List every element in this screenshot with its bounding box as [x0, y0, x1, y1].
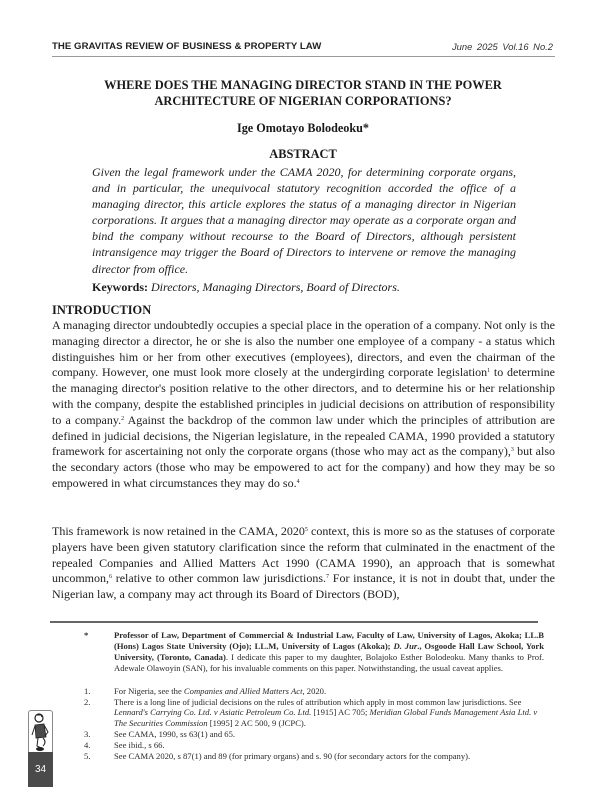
para1-text: Against the backdrop of the common law under which the principles of attribution are defined in judicial decisions, the Nigerian legislature, in the repealed CAMA, 1990 provided a statutory framework for ascertaining not only the corporate organs (those who may act as the company), [52, 412, 555, 459]
abstract-heading: ABSTRACT [269, 147, 337, 161]
para2-text: context, this is more so as the statuses of corporate players have been given statutory clarification since the reform that culminated in the enactment of the repealed Companies and Allied Matters Act 1990 (CAMA 1990), an approach that is somewhat uncommon, [52, 524, 555, 586]
footnote-citation: Lennard's Carrying Co. Ltd. v Asiatic Petroleum Co. Ltd. [114, 707, 312, 718]
footnote-number: 3. [84, 729, 91, 740]
article-title: WHERE DOES THE MANAGING DIRECTOR STAND IN THE POWER ARCHITECTURE OF NIGERIAN CORPORATIONS? [104, 78, 502, 108]
footnote-ref-6[interactable]: 6 [109, 574, 112, 581]
footnote-text: For Nigeria, see the [114, 685, 184, 696]
para2-text: For instance, it is not in doubt that, under the Nigerian law, a company may act through its Board of Directors (BOD), [52, 571, 556, 602]
footnote-number: 2. [84, 696, 91, 707]
footnote-citation: Meridian Global Funds Management Asia Ltd. v The Securities Commission [114, 707, 538, 729]
footnote-text: [1995] 2 AC 500, 9 (JCPC). [207, 718, 306, 729]
footnote-ref-7[interactable]: 7 [326, 574, 330, 581]
footnote-text: [1915] AC 705; [311, 707, 370, 718]
cartoon-figure-icon [28, 710, 53, 753]
body-paragraph-2 [52, 524, 555, 603]
para1-text: but also the secondary actors (those who may be empowered to act for the company) and how they may be so empowered in what circumstances they may do so. [52, 444, 555, 490]
footnote-text: See CAMA 2020, s 87(1) and 89 (for primary organs) and s. 90 (for secondary actors for the company). [114, 751, 471, 762]
para2-text: This framework is now retained in the CAMA, 2020 [52, 524, 305, 538]
footnote-ref-5[interactable]: 5 [304, 527, 308, 533]
footnote-2 [84, 697, 544, 730]
footnote-number: 5. [84, 751, 91, 762]
footnote-text: , 2020. [302, 685, 327, 696]
footnote-citation: Companies and Allied Matters Act [183, 685, 303, 696]
issue-info: June 2025 Vol.16 No.2 [451, 41, 553, 52]
footnote-1 [84, 686, 544, 697]
footnote-text: See ibid., s 66. [114, 740, 165, 751]
author-dedication: . I dedicate this paper to my daughter, Bolajoko Esther Bolodeoku. Many thanks to Prof. Adewale Olawoyin (SAN), for his invaluable comments on this paper. Notwithstanding, the usual caveat applies. [114, 651, 544, 673]
footnote-3 [84, 729, 544, 740]
keywords-values: Directors, Managing Directors, Board of Directors. [151, 280, 400, 294]
footnote-author [84, 630, 544, 674]
footnote-ref-2[interactable]: 2 [121, 415, 125, 422]
abstract-text: Given the legal framework under the CAMA 2020, for determining corporate organs, and in particular, the unequivocal statutory recognition accorded the office of a managing director, this article explores the status of a managing director in Nigerian corporations. It argues that a managing director may operate as a corporate organ and bind the company without recourse to the Board of Directors, although persistent intransigence may trigger the Board of Directors to intervene or remove the managing director from office. [92, 165, 516, 276]
footnote-5 [84, 751, 544, 762]
footnote-ref-4[interactable]: 4 [296, 478, 300, 485]
para1-text: to determine the managing director's position relative to the other directors, and to determine his or her relationship with the company, despite the established principles in judicial decisions on attribution of responsibility to a company. [52, 365, 555, 427]
author-credentials-cont: ., Osgoode Hall Law School, York University, (Toronto, Canada) [114, 640, 544, 662]
footnote-ref-1[interactable]: 1 [487, 368, 491, 375]
footnote-separator [50, 621, 538, 623]
footnote-text: See CAMA, 1990, ss 63(1) and 65. [114, 729, 236, 740]
section-heading-introduction: INTRODUCTION [52, 303, 152, 317]
page-number: 34 [28, 752, 53, 787]
running-header [52, 40, 555, 57]
footnote-list [84, 686, 544, 762]
author-credentials: Professor of Law, Department of Commercial & Industrial Law, Faculty of Law, University of Lagos, Akoka; LL.B (Hons) Lagos State University (Ojo); LL.M, University of Lagos (Akoka); [114, 630, 544, 651]
keywords [92, 280, 522, 295]
journal-name: THE GRAVITAS REVIEW OF BUSINESS & PROPERTY LAW [52, 41, 322, 52]
footnote-ref-3[interactable]: 3 [510, 447, 514, 454]
footnote-mark: * [84, 630, 89, 640]
author-degree: D. Jur [393, 640, 418, 651]
para1-text: A managing director undoubtedly occupies a special place in the operation of a company. Not only is the managing director a director, he or she is also the number one employee of a company - a status which distinguishes him or her from other executives (employees), directors, and even the chairman of the company. However, one must look more closely at the undergirding corporate legislation [52, 318, 555, 380]
page-number-tab [28, 710, 53, 788]
footnote-4 [84, 740, 544, 751]
para2-text: relative to other common law jurisdictions. [112, 571, 327, 586]
footnote-number: 4. [84, 740, 91, 751]
footnote-text: There is a long line of judicial decisions on the rules of attribution which apply in most common law jurisdictions. See [114, 696, 522, 707]
author-name: Ige Omotayo Bolodeoku* [236, 121, 370, 135]
body-paragraph-1 [52, 318, 555, 492]
footnotes [84, 630, 544, 762]
footnote-number: 1. [84, 685, 91, 696]
keywords-label: Keywords: [92, 280, 148, 294]
